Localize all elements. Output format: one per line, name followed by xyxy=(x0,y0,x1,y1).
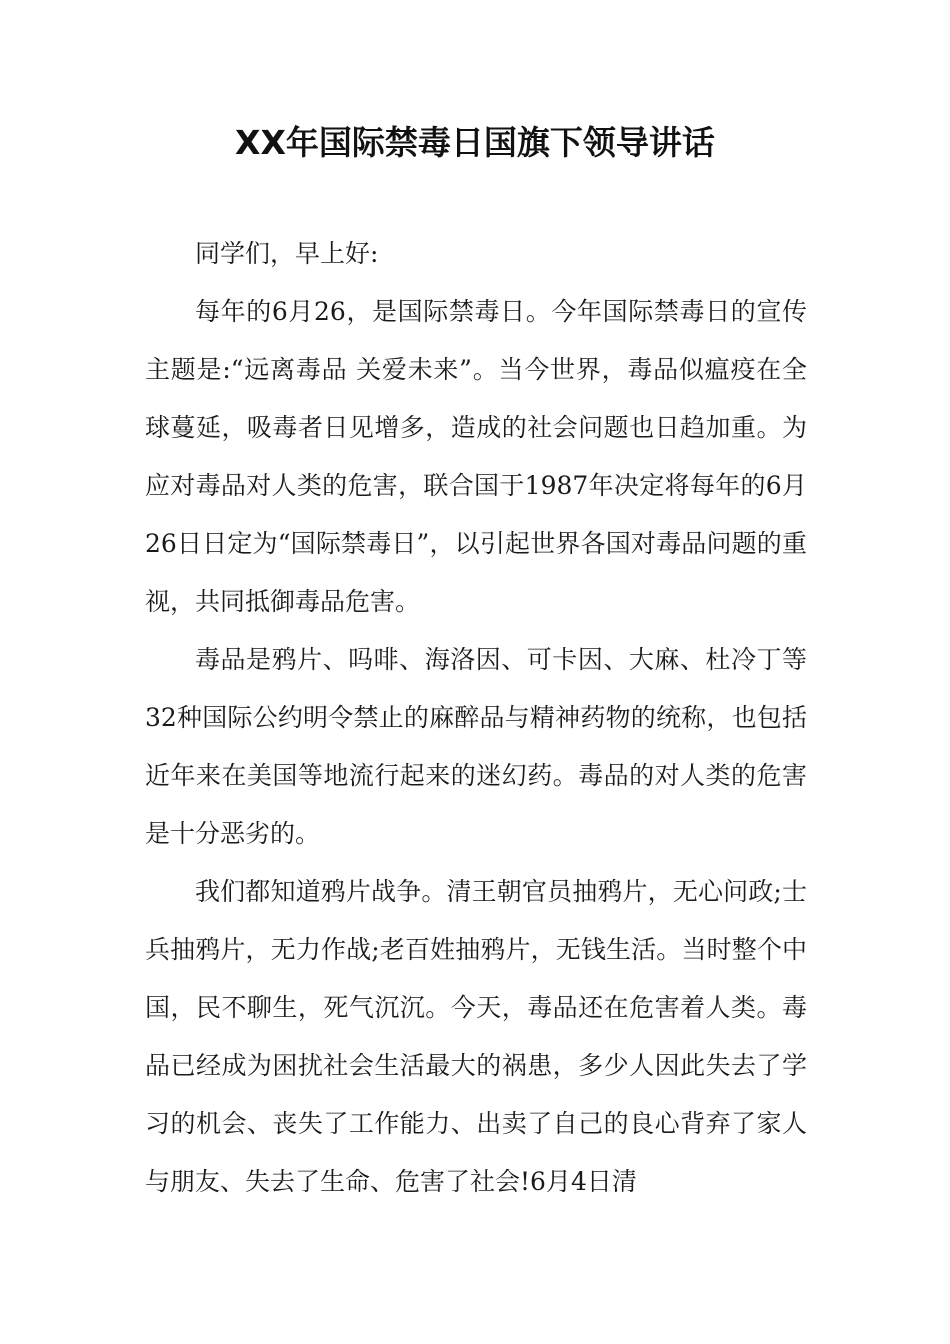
paragraph-drug-definition: 毒品是鸦片、吗啡、海洛因、可卡因、大麻、杜冷丁等32种国际公约明令禁止的麻醉品与精神药物的统称，也包括近年来在美国等地流行起来的迷幻药。毒品的对人类的危害是十分恶劣的。 xyxy=(145,645,807,848)
document-title: XX年国际禁毒日国旗下领导讲话 xyxy=(235,123,715,162)
paragraph-anti-drug-day: 每年的6月26，是国际禁毒日。今年国际禁毒日的宣传主题是:“远离毒品 关爱未来”。当今世界，毒品似瘟疫在全球蔓延，吸毒者日见增多，造成的社会问题也日趋加重。为应对毒品对人类的危害，联合国于1987年决定将每年的6月 26日日定为“国际禁毒日”，以引起世界各国对毒品问题的重视，共同抵御毒品危害。 xyxy=(145,297,807,616)
paragraph-greeting: 同学们，早上好: xyxy=(195,239,379,268)
document-body xyxy=(145,225,807,1211)
paragraph-opium-war: 我们都知道鸦片战争。清王朝官员抽鸦片，无心问政;士兵抽鸦片，无力作战;老百姓抽鸦片，无钱生活。当时整个中国，民不聊生，死气沉沉。今天，毒品还在危害着人类。毒品已经成为困扰社会生活最大的祸患，多少人因此失去了学习的机会、丧失了工作能力、出卖了自己的良心背弃了家人与朋友、失去了生命、危害了社会!6月4日清 xyxy=(145,877,807,1196)
